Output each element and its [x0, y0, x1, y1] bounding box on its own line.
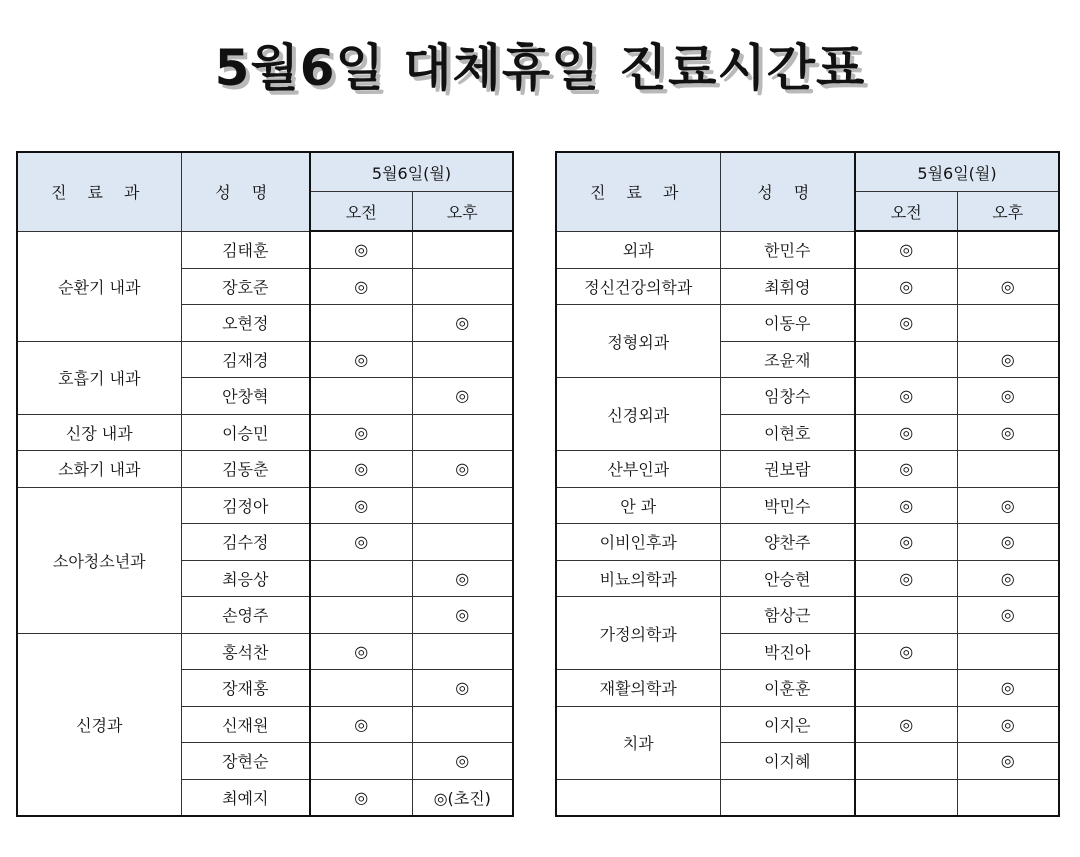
dept-cell: 산부인과 [556, 451, 720, 488]
table-row [556, 378, 1059, 415]
am-cell: ◎ [855, 706, 957, 743]
dept-cell: 정형외과 [556, 305, 720, 378]
am-cell: ◎ [855, 633, 957, 670]
dept-cell: 순환기 내과 [17, 231, 181, 341]
table-row [17, 414, 513, 451]
am-cell [855, 670, 957, 707]
am-cell: ◎ [855, 305, 957, 342]
table-row [556, 670, 1059, 707]
am-cell [310, 378, 412, 415]
am-cell: ◎ [855, 524, 957, 561]
table-row [556, 706, 1059, 743]
am-cell: ◎ [855, 560, 957, 597]
dept-cell: 치과 [556, 706, 720, 779]
doctor-name-cell: 이승민 [181, 414, 310, 451]
table-row [556, 597, 1059, 634]
pm-cell: ◎ [412, 378, 513, 415]
am-cell [310, 743, 412, 780]
doctor-name-cell: 양찬주 [720, 524, 855, 561]
header-am: 오전 [310, 192, 412, 232]
doctor-name-cell: 김동춘 [181, 451, 310, 488]
am-cell: ◎ [310, 779, 412, 816]
am-cell: ◎ [310, 414, 412, 451]
am-cell [855, 743, 957, 780]
header-date: 5월6일(월) [310, 152, 513, 192]
pm-cell: ◎ [412, 743, 513, 780]
table-row [556, 524, 1059, 561]
doctor-name-cell: 장현순 [181, 743, 310, 780]
header-dept: 진 료 과 [17, 152, 181, 231]
doctor-name-cell: 안창혁 [181, 378, 310, 415]
pm-cell: ◎(초진) [412, 779, 513, 816]
doctor-name-cell: 임창수 [720, 378, 855, 415]
schedule-table-left [16, 151, 514, 817]
doctor-name-cell: 김재경 [181, 341, 310, 378]
pm-cell [412, 414, 513, 451]
table-row [17, 341, 513, 378]
table-row [556, 560, 1059, 597]
pm-cell: ◎ [412, 560, 513, 597]
pm-cell: ◎ [957, 560, 1059, 597]
am-cell: ◎ [855, 378, 957, 415]
table-row [17, 487, 513, 524]
am-cell [855, 597, 957, 634]
header-am: 오전 [855, 192, 957, 232]
dept-cell: 재활의학과 [556, 670, 720, 707]
am-cell: ◎ [310, 633, 412, 670]
doctor-name-cell: 함상근 [720, 597, 855, 634]
page-title: 5월6일 대체휴일 진료시간표 [214, 39, 866, 97]
pm-cell [957, 633, 1059, 670]
pm-cell [412, 341, 513, 378]
pm-cell [412, 633, 513, 670]
dept-cell: 비뇨의학과 [556, 560, 720, 597]
dept-cell: 외과 [556, 231, 720, 268]
am-cell: ◎ [310, 524, 412, 561]
am-cell: ◎ [855, 451, 957, 488]
doctor-name-cell: 이지은 [720, 706, 855, 743]
am-cell: ◎ [855, 231, 957, 268]
am-cell [855, 779, 957, 816]
doctor-name-cell: 조윤재 [720, 341, 855, 378]
table-row [556, 451, 1059, 488]
doctor-name-cell [720, 779, 855, 816]
dept-cell: 소아청소년과 [17, 487, 181, 633]
pm-cell: ◎ [412, 305, 513, 342]
pm-cell [957, 231, 1059, 268]
dept-cell: 신경외과 [556, 378, 720, 451]
table-row [556, 779, 1059, 816]
doctor-name-cell: 김정아 [181, 487, 310, 524]
am-cell: ◎ [855, 268, 957, 305]
doctor-name-cell: 안승현 [720, 560, 855, 597]
table-row [17, 231, 513, 268]
pm-cell: ◎ [957, 378, 1059, 415]
doctor-name-cell: 권보람 [720, 451, 855, 488]
dept-cell: 신경과 [17, 633, 181, 816]
header-name: 성 명 [181, 152, 310, 231]
doctor-name-cell: 이동우 [720, 305, 855, 342]
doctor-name-cell: 이지혜 [720, 743, 855, 780]
dept-cell: 이비인후과 [556, 524, 720, 561]
doctor-name-cell: 이훈훈 [720, 670, 855, 707]
am-cell [310, 670, 412, 707]
am-cell: ◎ [310, 706, 412, 743]
pm-cell: ◎ [957, 524, 1059, 561]
am-cell: ◎ [310, 341, 412, 378]
table-row [556, 305, 1059, 342]
header-pm: 오후 [957, 192, 1059, 232]
pm-cell: ◎ [957, 597, 1059, 634]
pm-cell: ◎ [957, 268, 1059, 305]
doctor-name-cell: 최응상 [181, 560, 310, 597]
am-cell [310, 560, 412, 597]
doctor-name-cell: 홍석찬 [181, 633, 310, 670]
doctor-name-cell: 최휘영 [720, 268, 855, 305]
pm-cell [412, 487, 513, 524]
pm-cell [412, 268, 513, 305]
pm-cell: ◎ [957, 487, 1059, 524]
header-name: 성 명 [720, 152, 855, 231]
am-cell: ◎ [310, 451, 412, 488]
pm-cell [957, 451, 1059, 488]
pm-cell [412, 231, 513, 268]
doctor-name-cell: 박민수 [720, 487, 855, 524]
dept-cell: 안 과 [556, 487, 720, 524]
header-pm: 오후 [412, 192, 513, 232]
dept-cell: 가정의학과 [556, 597, 720, 670]
dept-cell: 신장 내과 [17, 414, 181, 451]
pm-cell: ◎ [412, 451, 513, 488]
pm-cell [412, 524, 513, 561]
doctor-name-cell: 최예지 [181, 779, 310, 816]
dept-cell [556, 779, 720, 816]
header-dept: 진 료 과 [556, 152, 720, 231]
pm-cell [412, 706, 513, 743]
table-row [556, 487, 1059, 524]
table-row [556, 231, 1059, 268]
doctor-name-cell: 오현정 [181, 305, 310, 342]
pm-cell: ◎ [957, 670, 1059, 707]
dept-cell: 호흡기 내과 [17, 341, 181, 414]
table-body-right [556, 231, 1059, 816]
schedule-table-right [555, 151, 1060, 817]
pm-cell [957, 779, 1059, 816]
table-row [17, 451, 513, 488]
am-cell [310, 597, 412, 634]
doctor-name-cell: 김태훈 [181, 231, 310, 268]
doctor-name-cell: 이현호 [720, 414, 855, 451]
doctor-name-cell: 장재홍 [181, 670, 310, 707]
am-cell [855, 341, 957, 378]
am-cell: ◎ [310, 268, 412, 305]
header-date: 5월6일(월) [855, 152, 1059, 192]
pm-cell [957, 305, 1059, 342]
pm-cell: ◎ [412, 597, 513, 634]
doctor-name-cell: 신재원 [181, 706, 310, 743]
pm-cell: ◎ [957, 414, 1059, 451]
doctor-name-cell: 손영주 [181, 597, 310, 634]
am-cell: ◎ [310, 487, 412, 524]
pm-cell: ◎ [412, 670, 513, 707]
pm-cell: ◎ [957, 706, 1059, 743]
pm-cell: ◎ [957, 743, 1059, 780]
doctor-name-cell: 박진아 [720, 633, 855, 670]
doctor-name-cell: 김수정 [181, 524, 310, 561]
pm-cell: ◎ [957, 341, 1059, 378]
table-row [556, 268, 1059, 305]
am-cell [310, 305, 412, 342]
am-cell: ◎ [855, 487, 957, 524]
table-row [17, 633, 513, 670]
dept-cell: 소화기 내과 [17, 451, 181, 488]
dept-cell: 정신건강의학과 [556, 268, 720, 305]
doctor-name-cell: 한민수 [720, 231, 855, 268]
doctor-name-cell: 장호준 [181, 268, 310, 305]
am-cell: ◎ [310, 231, 412, 268]
table-body-left [17, 231, 513, 816]
am-cell: ◎ [855, 414, 957, 451]
